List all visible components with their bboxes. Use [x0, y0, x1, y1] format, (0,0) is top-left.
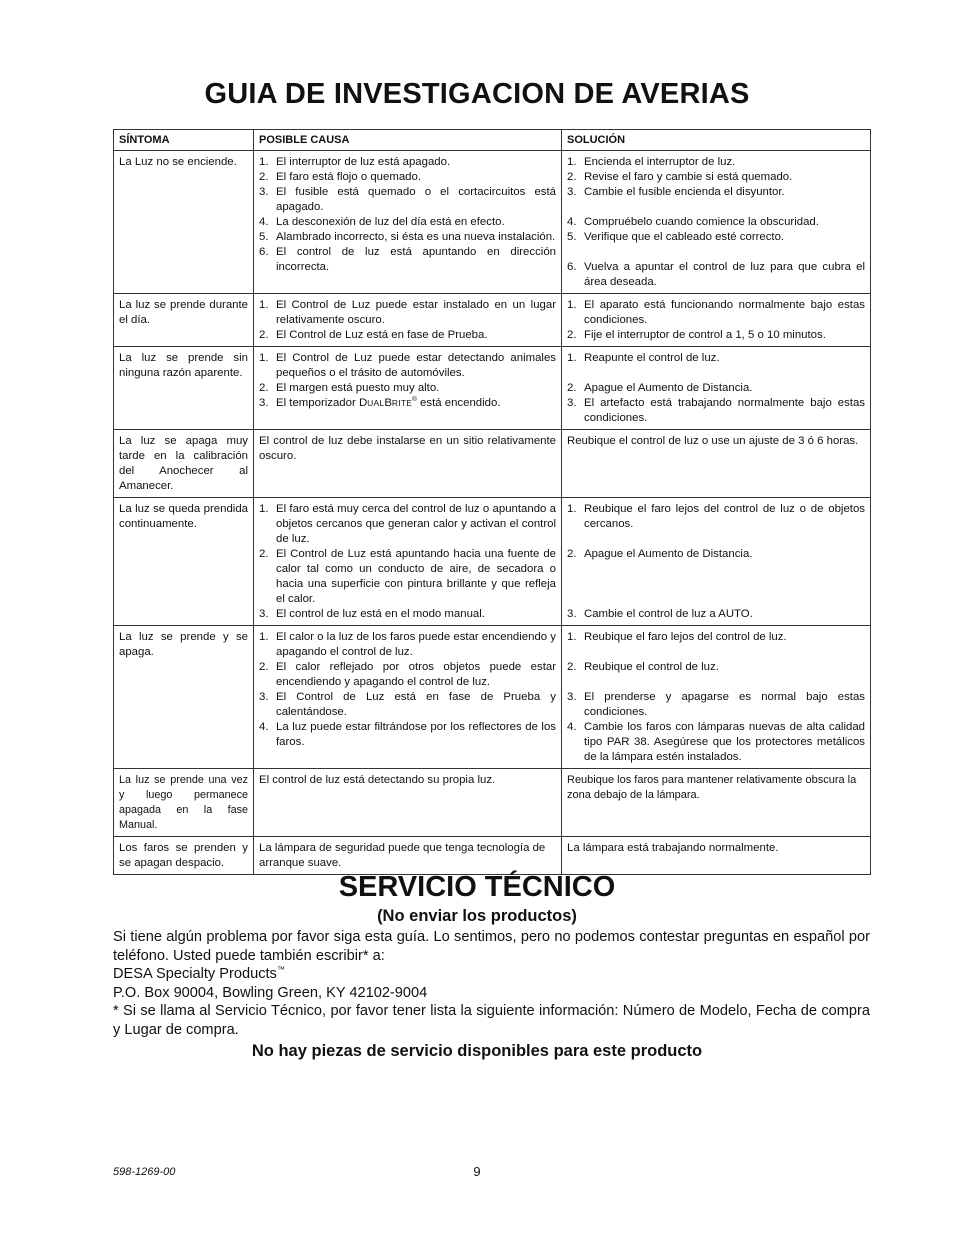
solution-cell: La lámpara está trabajando normalmente. — [562, 837, 871, 875]
list-item: 1. Reubique el faro lejos del control de luz o de objetos cercanos. — [567, 503, 865, 530]
list-item: 2. Revise el faro y cambie si está quemado. — [567, 171, 793, 183]
service-subtitle: (No enviar los productos) — [377, 907, 577, 925]
list-item: 1. Reapunte el control de luz. — [567, 352, 720, 364]
list-item: 3. El fusible está quemado o el cortacircuitos está apagado. — [259, 186, 556, 213]
table-row — [114, 347, 871, 430]
solution-cell — [562, 498, 871, 626]
table-row — [114, 498, 871, 626]
list-item: 1. Encienda el interruptor de luz. — [567, 156, 736, 168]
list-item: 3. El prenderse y apagarse es normal bajo estas condiciones. — [567, 691, 865, 718]
table-row — [114, 294, 871, 347]
cause-cell — [254, 347, 562, 430]
service-title: SERVICIO TÉCNICO — [338, 871, 616, 903]
table-header-row — [114, 130, 871, 151]
symptom-cell: La luz se prende una vez y luego permanece apagada en la fase Manual. — [114, 769, 254, 837]
list-item: 1. El faro está muy cerca del control de luz o apuntando a objetos cercanos que generan calor y activan el control de luz. — [259, 503, 556, 545]
header-symptom: SÍNTOMA — [114, 130, 254, 151]
list-item: 2. El calor reflejado por otros objetos puede estar encendiendo y apagando el control de luz. — [259, 661, 556, 688]
list-item: 4. La luz puede estar filtrándose por los reflectores de los faros. — [259, 721, 556, 748]
cause-cell — [254, 498, 562, 626]
table-row — [114, 626, 871, 769]
list-item: 1. El calor o la luz de los faros puede estar encendiendo y apagando el control de luz. — [259, 631, 556, 658]
list-item: 1. Reubique el faro lejos del control de luz. — [567, 631, 787, 643]
company-name: DESA Specialty Products™ — [113, 965, 285, 982]
cause-cell — [254, 151, 562, 294]
list-item: 2. Reubique el control de luz. — [567, 661, 719, 673]
list-item: 2. El Control de Luz está en fase de Prueba. — [259, 329, 488, 341]
service-body — [113, 928, 870, 1039]
table-row — [114, 430, 871, 498]
list-item: 1. El aparato está funcionando normalmente bajo estas condiciones. — [567, 299, 865, 326]
list-item: 1. El Control de Luz puede estar detectando animales pequeños o el trásito de automóviles. — [259, 352, 556, 379]
symptom-cell: La luz se prende y se apaga. — [114, 626, 254, 769]
list-item: 2. Apague el Aumento de Distancia. — [567, 382, 753, 394]
list-item: 4. La desconexión de luz del día está en efecto. — [259, 216, 505, 228]
list-item: 3. El control de luz está en el modo manual. — [259, 608, 485, 620]
page-number: 9 — [473, 1164, 481, 1179]
header-solution: SOLUCIÓN — [562, 130, 871, 151]
cause-cell: El control de luz está detectando su propia luz. — [254, 769, 562, 837]
cause-cell — [254, 294, 562, 347]
list-item: 1. El interruptor de luz está apagado. — [259, 156, 451, 168]
trademark-symbol: ™ — [276, 965, 285, 975]
troubleshooting-table — [113, 129, 871, 875]
company-address: P.O. Box 90004, Bowling Green, KY 42102-9004 — [113, 984, 428, 1001]
list-item: 1. El Control de Luz puede estar instalado en un lugar relativamente oscuro. — [259, 299, 556, 326]
list-item: 3. El Control de Luz está en fase de Prueba y calentándose. — [259, 691, 556, 718]
list-item: 3. El artefacto está trabajando normalmente bajo estas condiciones. — [567, 397, 865, 424]
list-item: 3. Cambie el fusible encienda el disyuntor. — [567, 186, 785, 198]
service-intro: Si tiene algún problema por favor siga esta guía. Lo sentimos, pero no podemos contestar preguntas en español por teléfono. Usted puede también escribir* a: — [113, 929, 870, 964]
solution-cell — [562, 151, 871, 294]
cause-cell: La lámpara de seguridad puede que tenga tecnología de arranque suave. — [254, 837, 562, 875]
symptom-cell: La luz se queda prendida continuamente. — [114, 498, 254, 626]
table-row — [114, 151, 871, 294]
symptom-cell: La Luz no se enciende. — [114, 151, 254, 294]
list-item: 2. El margen está puesto muy alto. — [259, 382, 440, 394]
list-item: 2. El Control de Luz está apuntando hacia una fuente de calor tal como un conducto de aire, de secadora o hacia una superficie con pintura brillante y que refleja el calor. — [259, 548, 556, 605]
list-item: 6. Vuelva a apuntar el control de luz para que cubra el área deseada. — [567, 261, 865, 288]
solution-cell — [562, 626, 871, 769]
symptom-cell: Los faros se prenden y se apagan despacio. — [114, 837, 254, 875]
symptom-cell: La luz se prende durante el día. — [114, 294, 254, 347]
list-item: 2. Apague el Aumento de Distancia. — [567, 548, 753, 560]
table-row — [114, 837, 871, 875]
symptom-cell: La luz se apaga muy tarde en la calibración del Anochecer al Amanecer. — [114, 430, 254, 498]
list-item: 6. El control de luz está apuntando en dirección incorrecta. — [259, 246, 556, 273]
list-item: 3. El temporizador DUALBRITE® está encendido. — [259, 396, 501, 409]
list-item: 2. Fije el interruptor de control a 1, 5 o 10 minutos. — [567, 329, 826, 341]
solution-cell — [562, 294, 871, 347]
cause-cell: El control de luz debe instalarse en un sitio relativamente oscuro. — [254, 430, 562, 498]
no-parts-notice: No hay piezas de servicio disponibles para este producto — [251, 1042, 703, 1060]
document-code: 598-1269-00 — [113, 1166, 176, 1178]
solution-cell: Reubique el control de luz o use un ajuste de 3 ó 6 horas. — [562, 430, 871, 498]
cause-cell — [254, 626, 562, 769]
solution-cell: Reubique los faros para mantener relativamente obscura la zona debajo de la lámpara. — [562, 769, 871, 837]
list-item: 5. Verifique que el cableado esté correcto. — [567, 231, 785, 243]
list-item: 4. Cambie los faros con lámparas nuevas de alta calidad tipo PAR 38. Asegúrese que los protectores metálicos de la lámpara estén instalados. — [567, 721, 865, 763]
page-title: GUIA DE INVESTIGACION DE AVERIAS — [204, 78, 750, 110]
table-row — [114, 769, 871, 837]
list-item: 4. Compruébelo cuando comience la obscuridad. — [567, 216, 819, 228]
service-note: * Si se llama al Servicio Técnico, por favor tener lista la siguiente información: Número de Modelo, Fecha de compra y Lugar de compra. — [113, 1003, 870, 1038]
solution-cell — [562, 347, 871, 430]
list-item: 3. Cambie el control de luz a AUTO. — [567, 608, 753, 620]
symptom-cell: La luz se prende sin ninguna razón aparente. — [114, 347, 254, 430]
list-item: 2. El faro está flojo o quemado. — [259, 171, 422, 183]
list-item: 5. Alambrado incorrecto, si ésta es una nueva instalación. — [259, 231, 556, 243]
header-cause: POSIBLE CAUSA — [254, 130, 562, 151]
